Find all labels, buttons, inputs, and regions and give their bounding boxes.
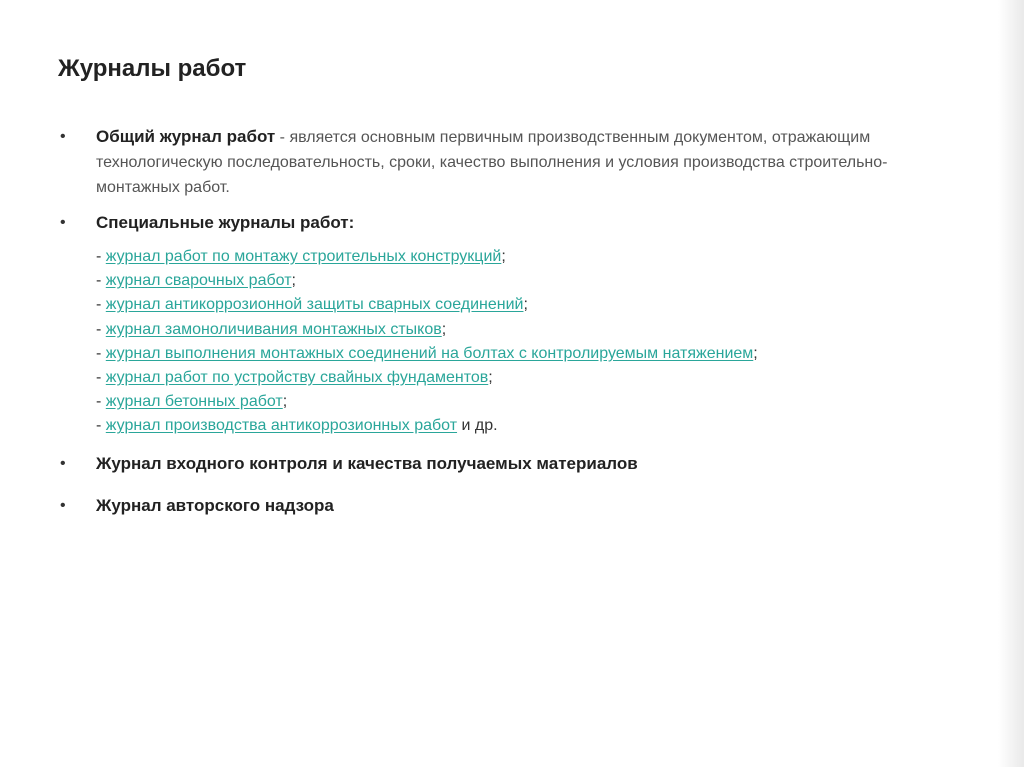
journal-link[interactable]: журнал производства антикоррозионных работ [105,417,458,435]
list-item: - журнал бетонных работ; [96,393,288,411]
slide-edge-shadow [998,0,1024,767]
list-item: - журнал замоноличивания монтажных стыков; [96,320,447,338]
list-item: - журнал антикоррозионной защиты сварных соединений; [96,296,528,314]
bullet-marker: • [60,455,66,472]
special-journals-heading: Специальные журналы работ: [96,213,355,232]
journal-link[interactable]: журнал сварочных работ [105,272,292,290]
bullet-marker: • [60,128,66,145]
general-journal-lead: Общий журнал работ [96,127,276,146]
general-journal-item [96,125,926,200]
list-item: - журнал сварочных работ; [96,272,296,290]
list-item: - журнал производства антикоррозионных работ и др. [96,417,498,435]
bullet-marker: • [60,214,66,231]
journal-link[interactable]: журнал замоноличивания монтажных стыков [105,320,442,338]
journal-link[interactable]: журнал бетонных работ [105,393,283,411]
author-supervision-journal: Журнал авторского надзора [96,496,334,515]
journal-link[interactable]: журнал выполнения монтажных соединений на болтах с контролируемым натяжением [105,344,754,362]
incoming-control-journal: Журнал входного контроля и качества получаемых материалов [96,454,638,473]
general-journal-description: - является основным первичным производственным документом, отражающим технологическую последовательность, сроки, качество выполнения и условия производства строительно-монтажных работ. [96,129,888,196]
list-item: - журнал работ по монтажу строительных конструкций; [96,248,506,265]
journal-link[interactable]: журнал работ по устройству свайных фундаментов [105,369,489,387]
journal-link[interactable]: журнал работ по монтажу строительных конструкций [105,248,502,265]
special-journals-list [96,245,758,439]
bullet-marker: • [60,497,66,514]
list-item: - журнал выполнения монтажных соединений на болтах с контролируемым натяжением; [96,344,758,362]
list-item: - журнал работ по устройству свайных фундаментов; [96,369,493,387]
page-title: Журналы работ [58,55,247,82]
journal-link[interactable]: журнал антикоррозионной защиты сварных соединений [105,296,524,314]
